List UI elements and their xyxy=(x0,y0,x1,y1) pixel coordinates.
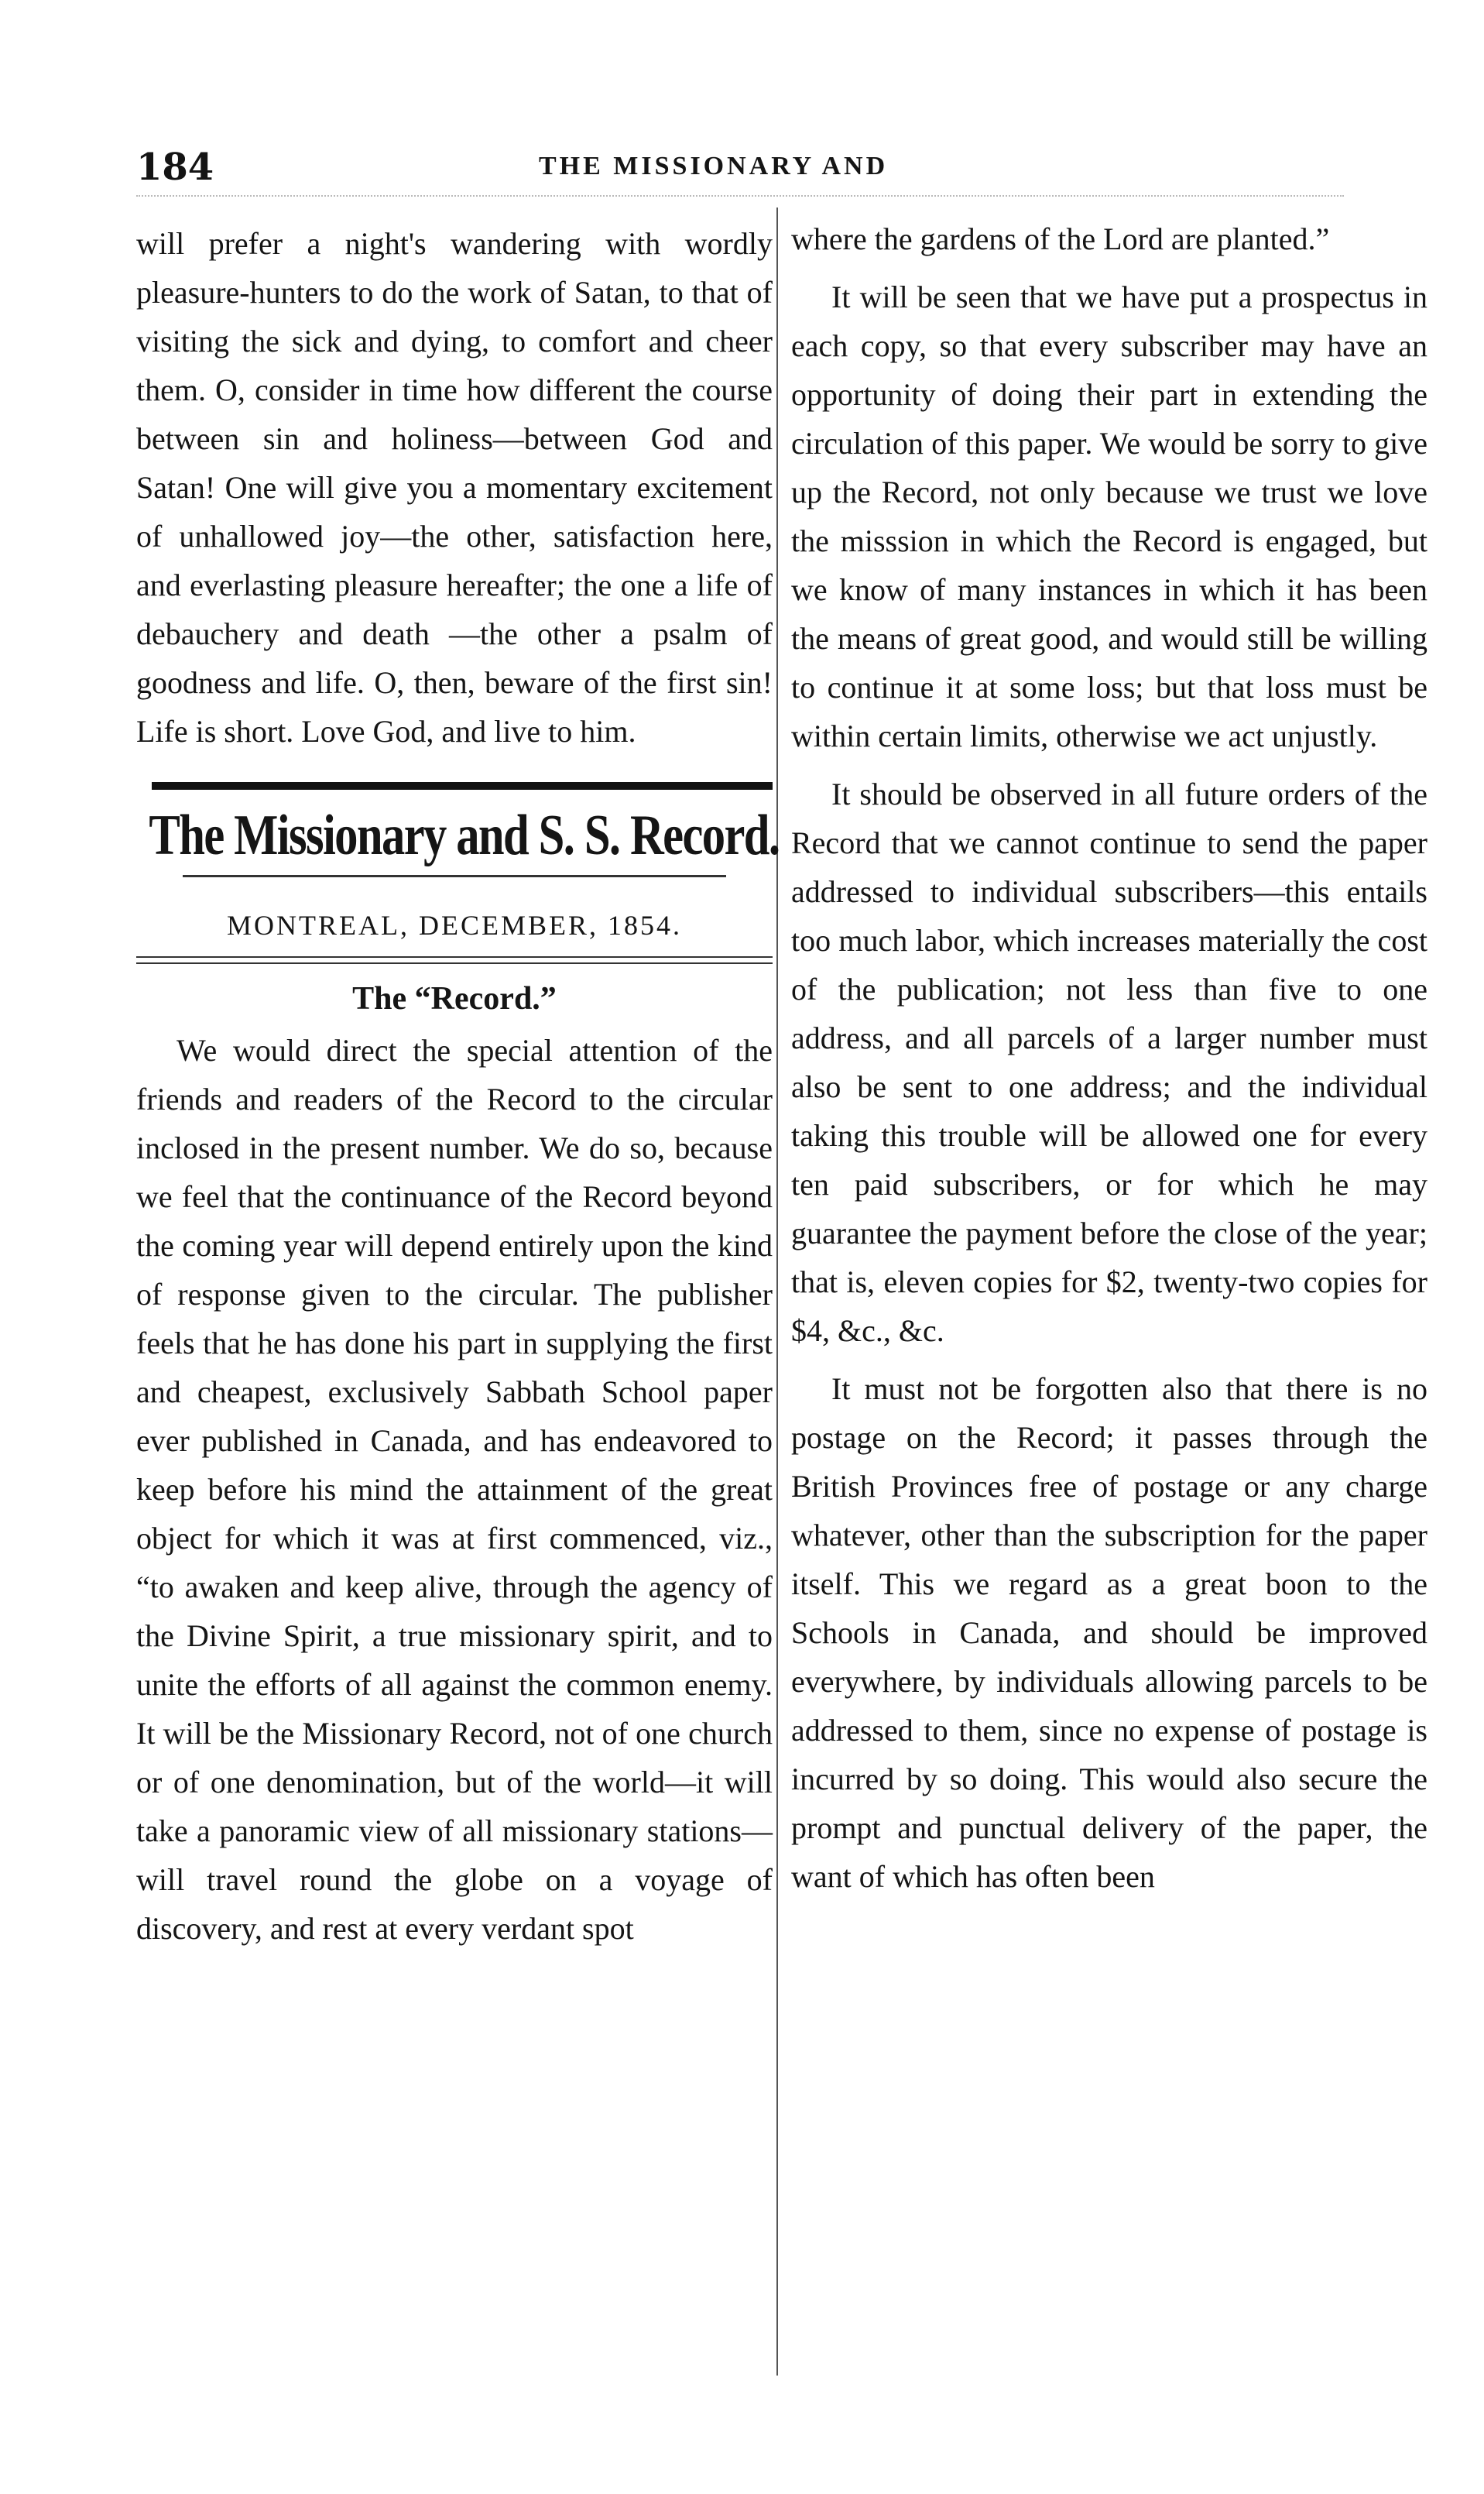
page-number: 184 xyxy=(136,146,214,189)
right-paragraph-3: It should be observed in all future orders of the Record that we cannot continue to send the paper addressed to individual subscribers—this entails too much labor, which increases materially the cost of the publication; not less than five to one address, and all parcels of a larger number must also be sent to one address; and the individual taking this trouble will be allowed one for every ten paid subscribers, or for which he may guarantee the payment before the close of the year; that is, eleven copies for $2, twenty-two copies for $4, &c., &c. xyxy=(791,777,1427,1348)
masthead-rule xyxy=(183,875,726,877)
column-divider xyxy=(776,208,778,2376)
continued-paragraph: will prefer a night's wandering with wordly pleasure-hunters to do the work of Satan, to that of visiting the sick and dying, to comfort and cheer them. O, consider in time how different the course between sin and holiness—between God and Satan! One will give you a momentary excitement of unhallowed joy—the other, satisfaction here, and everlasting pleasure hereafter; the one a life of debauchery and death —the other a psalm of goodness and life. O, then, beware of the first sin! Life is short. Love God, and live to him. xyxy=(136,226,773,749)
left-column xyxy=(136,219,780,1953)
dateline: MONTREAL, DECEMBER, 1854. xyxy=(227,910,682,941)
page-header xyxy=(136,146,1421,192)
dateline-rule xyxy=(136,956,773,964)
right-paragraph-4: It must not be forgotten also that there is no postage on the Record; it passes through the British Provinces free of postage or any charge whatever, other than the subscription for the paper itself. This we regard as a great boon to the Schools in Canada, and should be improved everywhere, by individuals allowing parcels to be addressed to them, since no expense of postage is incurred by so doing. This would also secure the prompt and punctual delivery of the paper, the want of which has often been xyxy=(791,1371,1427,1894)
article-title: The “Record.” xyxy=(352,981,557,1017)
article-paragraph: We would direct the special attention of the friends and readers of the Record to the circular inclosed in the present number. We do so, because we feel that the continuance of the Record beyond the coming year will depend entirely upon the kind of response given to the circular. The publisher feels that he has done his part in supplying the first and cheapest, exclusively Sabbath School paper ever published in Canada, and has endeavored to keep before his mind the attainment of the great object for which it was at first commenced, viz., “to awaken and keep alive, through the agency of the Divine Spirit, a true missionary spirit, and to unite the efforts of all against the common enemy. It will be the Missionary Record, not of one church or of one denomination, but of the world—it will take a panoramic view of all missionary stations—will travel round the globe on a voyage of discovery, and rest at every verdant spot xyxy=(136,1033,773,1946)
section-rule xyxy=(152,782,773,790)
right-paragraph-1: where the gardens of the Lord are planted.” xyxy=(791,221,1330,256)
right-paragraph-2: It will be seen that we have put a prospectus in each copy, so that every subscriber may have an opportunity of doing their part in extending the circulation of this paper. We would be sorry to give up the Record, not only because we trust we love the misssion in which the Record is engaged, but we know of many instances in which it has been the means of great good, and would still be willing to continue it at some loss; but that loss must be within certain limits, otherwise we act unjustly. xyxy=(791,280,1427,753)
masthead-title: The Missionary and S. S. Record. xyxy=(149,804,780,867)
right-column xyxy=(791,214,1427,1901)
header-speckle-divider xyxy=(136,195,1344,204)
running-head: THE MISSIONARY AND xyxy=(539,152,889,180)
